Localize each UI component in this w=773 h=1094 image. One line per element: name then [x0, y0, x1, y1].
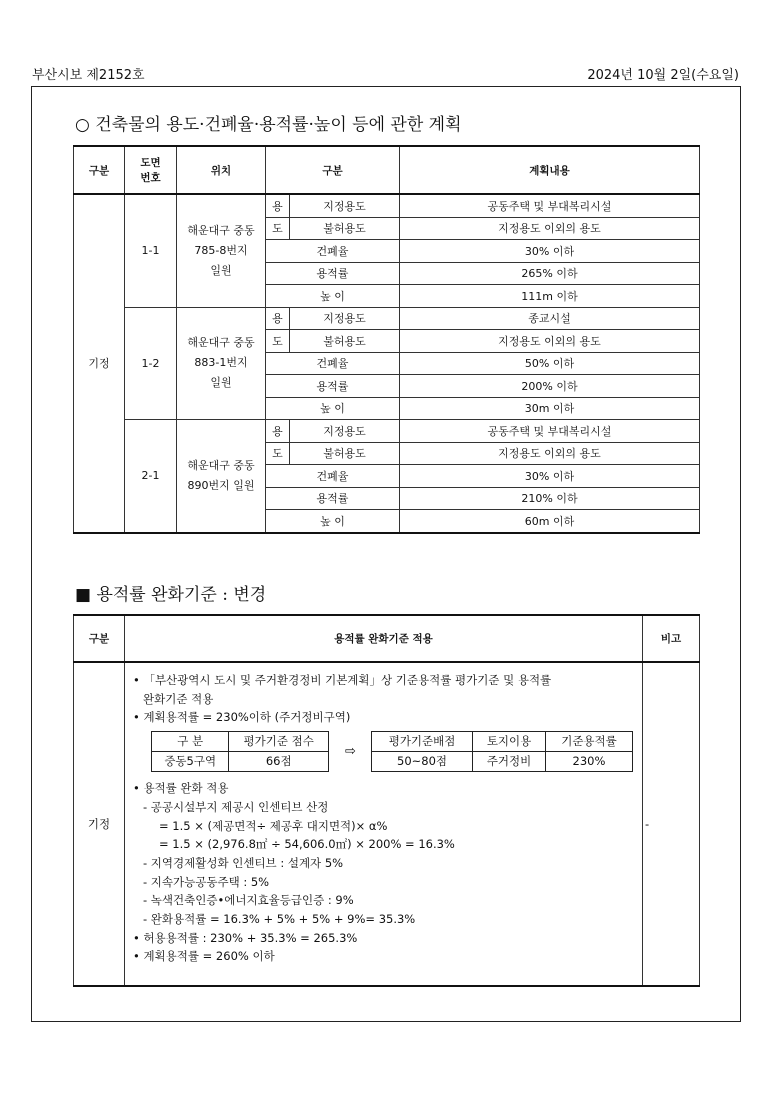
plan-value: 60m 이하: [400, 510, 700, 533]
row-label: 불허용도: [290, 442, 400, 465]
cell: 주거정비: [473, 751, 546, 771]
remark-cell: -: [643, 662, 700, 986]
plan-value: 지정용도 이외의 용도: [400, 442, 700, 465]
cell: 50~80점: [372, 751, 473, 771]
use-char: 도: [266, 330, 290, 353]
row-label: 불허용도: [290, 330, 400, 353]
cell: 66점: [229, 751, 329, 771]
use-char: 용: [266, 194, 290, 217]
criteria-content: [125, 662, 643, 986]
category-cell: 기정: [74, 194, 125, 533]
cell: 230%: [545, 751, 632, 771]
line: - 지속가능공동주택 : 5%: [143, 874, 270, 889]
cell: 평가기준 점수: [229, 732, 329, 752]
line: • 용적률 완화 적용: [133, 781, 229, 796]
line: • 「부산광역시 도시 및 주거환경정비 기본계획」상 기준용적률 평가기준 및 용적률: [133, 673, 552, 687]
plan-value: 210% 이하: [400, 487, 700, 510]
location: 해운대구 중동 890번지 일원: [177, 420, 266, 533]
bulletin-issue: 부산시보 제2152호: [32, 68, 145, 83]
row-label: 높 이: [266, 510, 400, 533]
category-cell: 기정: [74, 662, 125, 986]
col-category: 구분: [74, 615, 125, 662]
col-drawing-no: 도면 번호: [125, 146, 177, 194]
plan-value: 30% 이하: [400, 465, 700, 488]
plan-value: 공동주택 및 부대복리시설: [400, 194, 700, 217]
col-remark: 비고: [643, 615, 700, 662]
plan-value: 200% 이하: [400, 375, 700, 398]
row-label: 건폐율: [266, 240, 400, 263]
row-label: 지정용도: [290, 420, 400, 443]
line: • 허용용적률 : 230% + 35.3% = 265.3%: [133, 930, 358, 945]
plan-value: 공동주택 및 부대복리시설: [400, 420, 700, 443]
location: 해운대구 중동 785-8번지 일원: [177, 194, 266, 307]
row-label: 용적률: [266, 375, 400, 398]
arrow-right-icon: ⇨: [345, 744, 356, 760]
row-label: 건폐율: [266, 352, 400, 375]
section2-title: ■ 용적률 완화기준 : 변경: [75, 585, 267, 605]
row-label: 용적률: [266, 262, 400, 285]
line: 완화기준 적용: [143, 691, 214, 706]
col-plan: 계획내용: [400, 146, 700, 194]
plan-table: [73, 145, 700, 534]
cell: 기준용적률: [545, 732, 632, 752]
line: • 계획용적률 = 260% 이하: [133, 949, 275, 964]
plan-value: 50% 이하: [400, 352, 700, 375]
cell: 평가기준배점: [372, 732, 473, 752]
line: = 1.5 × (제공면적÷ 제공후 대지면적)× α%: [159, 818, 388, 833]
line: - 공공시설부지 제공시 인센티브 산정: [143, 799, 329, 814]
row-label: 높 이: [266, 285, 400, 308]
far-relaxation-table: [73, 614, 700, 987]
row-label: 지정용도: [290, 194, 400, 217]
location: 해운대구 중동 883-1번지 일원: [177, 307, 266, 420]
col-location: 위치: [177, 146, 266, 194]
base-far-table: [371, 731, 633, 771]
plan-value: 지정용도 이외의 용도: [400, 330, 700, 353]
line: - 지역경제활성화 인센티브 : 설계자 5%: [143, 855, 344, 870]
line: - 완화용적률 = 16.3% + 5% + 5% + 9%= 35.3%: [143, 912, 416, 927]
plan-value: 종교시설: [400, 307, 700, 330]
col-criteria: 용적률 완화기준 적용: [125, 615, 643, 662]
plan-value: 30m 이하: [400, 397, 700, 420]
use-char: 도: [266, 442, 290, 465]
plan-value: 111m 이하: [400, 285, 700, 308]
line: - 녹색건축인증•에너지효율등급인증 : 9%: [143, 893, 354, 908]
plan-value: 265% 이하: [400, 262, 700, 285]
row-label: 용적률: [266, 487, 400, 510]
use-char: 용: [266, 420, 290, 443]
row-label: 불허용도: [290, 217, 400, 240]
plan-value: 30% 이하: [400, 240, 700, 263]
drawing-no: 1-1: [125, 194, 177, 307]
row-label: 지정용도: [290, 307, 400, 330]
use-char: 용: [266, 307, 290, 330]
line: • 계획용적률 = 230%이하 (주거정비구역): [133, 710, 351, 725]
drawing-no: 1-2: [125, 307, 177, 420]
plan-value: 지정용도 이외의 용도: [400, 217, 700, 240]
section1-title: ○ 건축물의 용도·건폐율·용적률·높이 등에 관한 계획: [75, 115, 462, 135]
drawing-no: 2-1: [125, 420, 177, 533]
cell: 구 분: [152, 732, 229, 752]
use-char: 도: [266, 217, 290, 240]
cell: 중동5구역: [152, 751, 229, 771]
cell: 토지이용: [473, 732, 546, 752]
row-label: 건폐율: [266, 465, 400, 488]
col-category: 구분: [74, 146, 125, 194]
line: = 1.5 × (2,976.8㎡ ÷ 54,606.0㎡) × 200% = 16.3%: [159, 837, 455, 852]
evaluation-box: [151, 731, 636, 775]
bulletin-date: 2024년 10월 2일(수요일): [587, 68, 739, 83]
row-label: 높 이: [266, 397, 400, 420]
col-item: 구분: [266, 146, 400, 194]
evaluation-score-table: [151, 731, 329, 771]
